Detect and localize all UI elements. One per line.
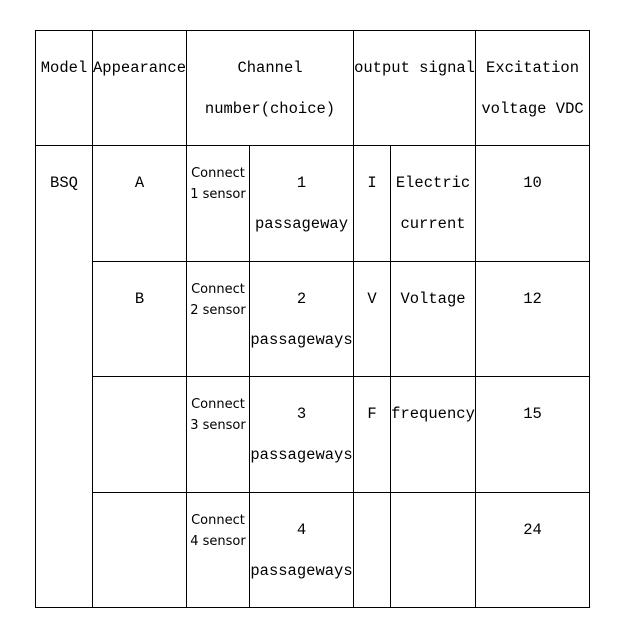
signal-code-cell <box>354 493 391 608</box>
header-row <box>36 31 590 146</box>
table-row <box>36 493 590 608</box>
voltage-value: 12 <box>523 290 542 308</box>
channel-number-value: 2 <box>296 290 307 308</box>
header-channel <box>187 31 354 146</box>
sensor-line-1: Connect <box>191 397 245 412</box>
model-cell <box>36 146 93 608</box>
sensor-line-2: 4 sensor <box>190 534 246 549</box>
channel-number-cell <box>250 493 354 608</box>
channel-number-unit: passageways <box>250 446 353 464</box>
channel-number-value: 3 <box>296 405 307 423</box>
appearance-cell <box>93 262 187 377</box>
channel-number-cell <box>250 146 354 262</box>
voltage-value: 10 <box>523 174 542 192</box>
appearance-cell <box>93 493 187 608</box>
signal-name-cell <box>391 262 476 377</box>
channel-number-cell <box>250 377 354 493</box>
signal-name-cell <box>391 377 476 493</box>
voltage-value: 24 <box>523 521 542 539</box>
appearance-value: B <box>134 290 145 308</box>
signal-name-cell <box>391 493 476 608</box>
sensor-cell <box>187 262 250 377</box>
voltage-cell <box>476 493 590 608</box>
sensor-cell <box>187 377 250 493</box>
channel-number-value: 1 <box>296 174 307 192</box>
spec-table <box>35 30 590 608</box>
voltage-value: 15 <box>523 405 542 423</box>
sensor-line-2: 2 sensor <box>190 303 246 318</box>
appearance-cell <box>93 146 187 262</box>
header-excitation-line-1: Excitation <box>486 59 580 77</box>
sensor-line-1: Connect <box>191 166 245 181</box>
voltage-cell <box>476 146 590 262</box>
signal-code-cell <box>354 146 391 262</box>
header-appearance <box>93 31 187 146</box>
model-value: BSQ <box>50 174 78 192</box>
signal-name-line-1: frequency <box>391 405 475 423</box>
sensor-line-2: 3 sensor <box>190 418 246 433</box>
voltage-cell <box>476 377 590 493</box>
sensor-line-1: Connect <box>191 282 245 297</box>
appearance-cell <box>93 377 187 493</box>
channel-number-cell <box>250 262 354 377</box>
header-channel-line-1: Channel <box>237 59 303 77</box>
header-excitation <box>476 31 590 146</box>
header-model-label: Model <box>40 59 88 77</box>
signal-code: I <box>367 174 377 192</box>
signal-name-line-2: current <box>400 215 466 233</box>
signal-code-cell <box>354 262 391 377</box>
sensor-line-1: Connect <box>191 513 245 528</box>
channel-number-unit: passageways <box>250 331 353 349</box>
signal-name-cell <box>391 146 476 262</box>
channel-number-unit: passageways <box>250 562 353 580</box>
table-row <box>36 262 590 377</box>
voltage-cell <box>476 262 590 377</box>
header-appearance-label: Appearance <box>93 59 187 77</box>
signal-code: F <box>367 405 377 423</box>
header-channel-line-2: number(choice) <box>204 100 336 118</box>
signal-name-line-1: Electric <box>395 174 471 192</box>
table-row <box>36 377 590 493</box>
sensor-line-2: 1 sensor <box>190 187 246 202</box>
channel-number-unit: passageway <box>255 215 349 233</box>
channel-number-value: 4 <box>296 521 307 539</box>
header-model <box>36 31 93 146</box>
header-output-signal <box>354 31 476 146</box>
signal-code-cell <box>354 377 391 493</box>
header-excitation-line-2: voltage VDC <box>481 100 584 118</box>
appearance-value: A <box>134 174 145 192</box>
signal-code: V <box>367 290 377 308</box>
sensor-cell <box>187 146 250 262</box>
signal-name-line-1: Voltage <box>400 290 466 308</box>
header-output-signal-label: output signal <box>354 59 475 77</box>
table-row <box>36 146 590 262</box>
sensor-cell <box>187 493 250 608</box>
